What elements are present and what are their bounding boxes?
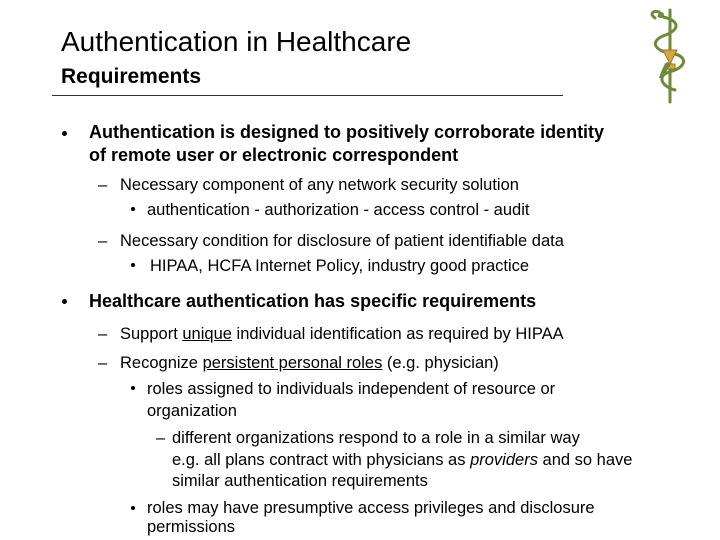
- dash-marker: –: [98, 354, 108, 372]
- subsub-line-1: different organizations respond to a role in a similar way: [172, 429, 580, 447]
- subsub-line-3: similar authentication requirements: [172, 472, 428, 490]
- item-1-1-1: authentication - authorization - access control - audit: [147, 201, 530, 219]
- bullet-1-line-1: Authentication is designed to positively corroborate identity: [89, 122, 605, 142]
- caduceus-icon: [645, 6, 695, 104]
- item-2-2-1-line-1: roles assigned to individuals independent of resource or: [147, 380, 556, 398]
- sub-2-2-pre: Recognize: [120, 354, 203, 372]
- item-2-2-2-line-1: roles may have presumptive access privileges and disclosure: [147, 499, 595, 517]
- bullet-dot: [131, 386, 135, 390]
- subsub-line-2-emph: providers: [470, 451, 538, 469]
- sub-2-1-emph: unique: [182, 325, 232, 343]
- bullet-2-line-1: Healthcare authentication has specific requirements: [89, 291, 537, 311]
- item-2-2-2-line-2: permissions: [147, 518, 236, 536]
- dash-marker: –: [156, 429, 166, 447]
- sub-2-2-post: (e.g. physician): [382, 354, 499, 372]
- dash-marker: –: [98, 232, 108, 250]
- subsub-line-2-pre: e.g. all plans contract with physicians as: [172, 451, 471, 469]
- sub-2-2: [120, 352, 499, 375]
- item-2-2-1-line-2: organization: [147, 402, 237, 420]
- title-divider: [52, 95, 563, 96]
- bullet-dot: [62, 299, 67, 304]
- bullet-dot: [131, 207, 135, 211]
- sub-2-1: [120, 323, 564, 346]
- subsub-line-2-post: and so have: [537, 451, 633, 469]
- bullet-dot: [131, 506, 135, 510]
- slide-title: Authentication in Healthcare: [61, 26, 412, 57]
- dash-marker: –: [98, 325, 108, 343]
- bullet-dot: [62, 131, 67, 136]
- bullet-1-line-2: of remote user or electronic correspondent: [89, 145, 459, 165]
- sub-1-1: Necessary component of any network security solution: [120, 176, 519, 194]
- subsub-line-2: [172, 449, 632, 472]
- bullet-dot: [131, 263, 135, 267]
- slide-subtitle: Requirements: [61, 65, 202, 88]
- sub-2-1-pre: Support: [120, 325, 183, 343]
- sub-2-2-emph: persistent personal roles: [202, 354, 383, 372]
- dash-marker: –: [98, 176, 108, 194]
- sub-2-1-post: individual identification as required by HIPAA: [231, 325, 564, 343]
- item-1-2-1: HIPAA, HCFA Internet Policy, industry good practice: [150, 257, 530, 275]
- sub-1-2: Necessary condition for disclosure of patient identifiable data: [120, 232, 564, 250]
